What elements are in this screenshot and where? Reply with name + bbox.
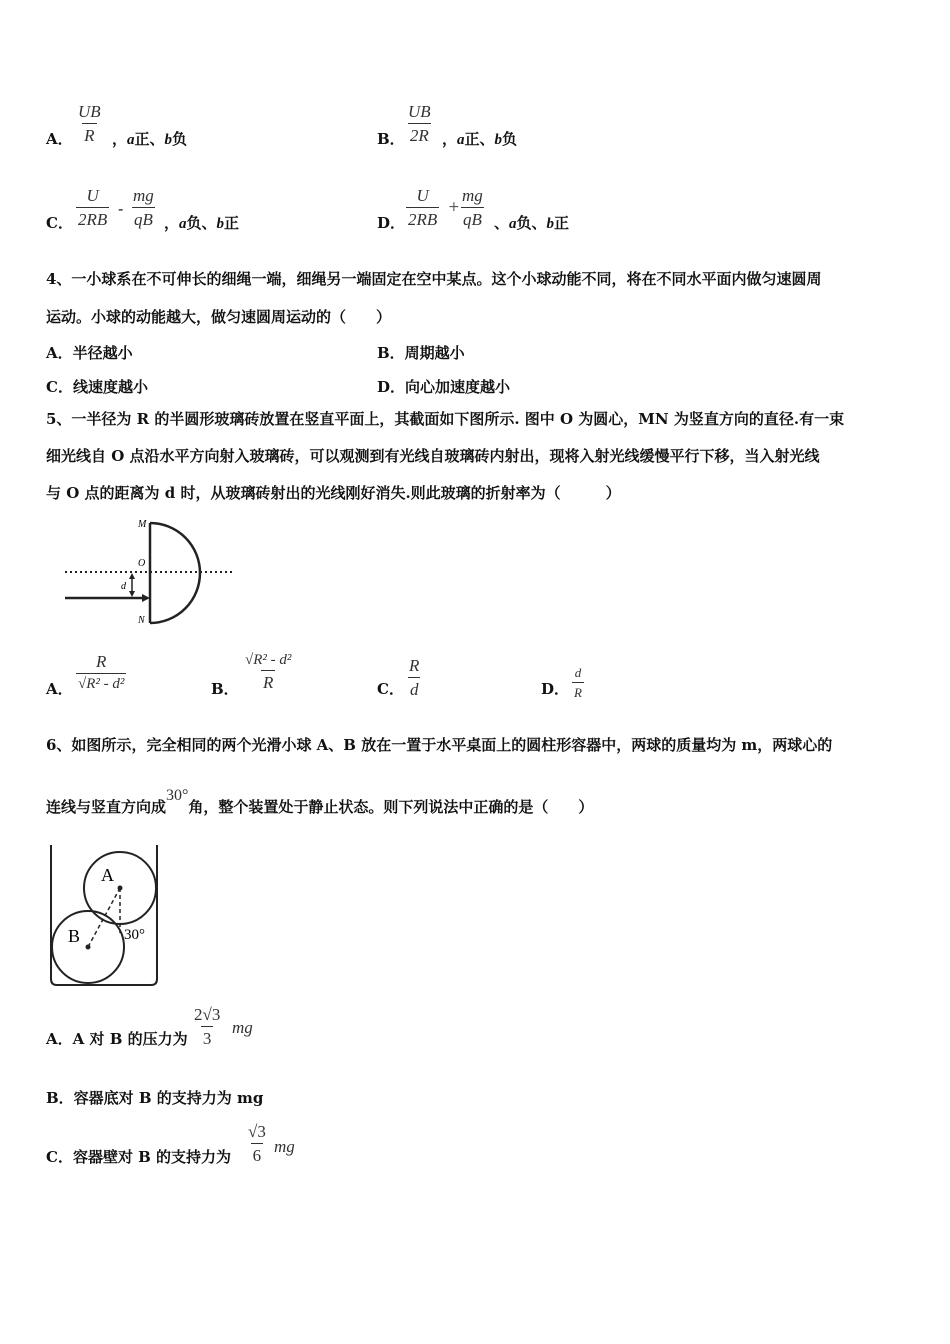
q6-option-a-numerator: 2√3 (194, 1005, 221, 1024)
q5-option-c-fraction (407, 656, 421, 700)
q3-option-d-fraction-2 (460, 186, 485, 230)
q5-option-a-fraction (76, 652, 126, 693)
q3-option-c-denominator-2: qB (132, 207, 155, 230)
q4-option-a: A．半径越小 (46, 344, 133, 362)
q3-option-c-operator: - (118, 199, 124, 218)
q3-option-a-var-b: b (164, 132, 173, 148)
q3-option-d-denominator-2: qB (461, 207, 484, 230)
q6-option-a-denominator: 3 (201, 1026, 214, 1049)
q3-option-b-label: B． (377, 130, 405, 148)
q3-option-d-label: D． (377, 214, 406, 232)
q6-stem-angle: 30° (166, 787, 189, 804)
q3-option-a-numerator: UB (78, 102, 101, 121)
q3-option-c-fraction-1 (76, 186, 109, 230)
q6-option-a-unit: mg (232, 1018, 253, 1037)
q3-option-c-denominator-1: 2RB (76, 207, 109, 230)
q5-label-n: N (138, 615, 145, 626)
q5-option-b-denominator: R (261, 670, 275, 693)
q3-option-b-denominator: 2R (408, 123, 431, 146)
q4-option-b: B．周期越小 (377, 344, 465, 362)
q5-option-d-denominator: R (572, 682, 584, 701)
q3-option-c-sign-a: 负、 (186, 214, 217, 232)
q5-option-a-label: A． (46, 680, 73, 698)
q3-option-b-var-a: a (457, 132, 465, 148)
q6-option-c-unit: mg (274, 1137, 295, 1156)
q5-option-c-denominator: d (408, 677, 421, 700)
q3-option-b-sign-a: 正、 (464, 130, 495, 148)
q6-container-figure (48, 843, 164, 989)
q3-option-d-sign-a: 负、 (516, 214, 547, 232)
q5-stem-line-1: 5、一半径为 R 的半圆形玻璃砖放置在竖直平面上，其截面如下图所示. 图中 O 为圆心，MN 为竖直方向的直径.有一束 (46, 410, 845, 428)
q5-label-d: d (121, 581, 126, 592)
q6-stem-line-1: 6、如图所示，完全相同的两个光滑小球 A、B 放在一置于水平桌面上的圆柱形容器中，两球的质量均为 m，两球心的 (46, 736, 833, 754)
q6-label-b: B (68, 926, 81, 946)
q3-option-d-operator: + (448, 199, 460, 215)
q4-stem-line-2: 运动。小球的动能越大，做匀速圆周运动的（ ） (46, 308, 392, 326)
q3-option-c-label: C． (46, 214, 73, 232)
q3-option-c-var-a: a (179, 216, 187, 232)
q3-option-a-var-a: a (127, 132, 135, 148)
q5-option-a-denominator: √R² - d² (76, 673, 126, 693)
q3-option-d-numerator-2: mg (462, 186, 483, 205)
q3-option-a-sign-a: 正、 (134, 130, 165, 148)
q5-label-o: O (138, 558, 146, 569)
q6-stem-line-2-post: 角，整个装置处于静止状态。则下列说法中正确的是（ ） (188, 798, 594, 816)
q5-stem-line-2: 细光线自 O 点沿水平方向射入玻璃砖，可以观测到有光线自玻璃砖内射出，现将入射光线缓慢平行下移，当入射光线 (46, 447, 820, 465)
q3-option-d-sign-b: 正 (554, 214, 570, 232)
q6-stem-line-2 (46, 788, 593, 827)
q3-option-a-sign-b: 负 (172, 130, 188, 148)
q6-option-a-text: A．A 对 B 的压力为 (46, 1030, 188, 1048)
q5-semicircle-arc (150, 523, 200, 623)
q3-option-b-fraction (406, 102, 433, 146)
q5-label-m: M (138, 519, 147, 530)
q5-option-d-label: D． (541, 680, 570, 698)
q3-option-a-fraction (76, 102, 103, 146)
q3-option-c-sign-b: 正 (224, 214, 240, 232)
q3-option-c-var-b: b (216, 216, 225, 232)
q3-option-a-denominator: R (82, 123, 96, 146)
q5-option-d-numerator: d (574, 665, 582, 680)
q6-stem-line-2-pre: 连线与竖直方向成 (46, 798, 167, 816)
q6-angle-label: 30° (124, 927, 145, 943)
q3-option-b-numerator: UB (408, 102, 431, 121)
q5-option-c-numerator: R (409, 656, 420, 675)
q5-option-d-fraction (572, 665, 584, 701)
q5-glass-figure (60, 515, 240, 630)
q6-option-c-denominator: 6 (251, 1143, 264, 1166)
q3-option-d-var-b: b (546, 216, 555, 232)
q3-option-d-var-a: a (509, 216, 517, 232)
q3-option-d-numerator-1: U (416, 186, 429, 205)
q5-option-b-fraction (243, 652, 293, 693)
q6-option-b: B．容器底对 B 的支持力为 mg (46, 1089, 264, 1107)
q5-option-a-numerator: R (96, 652, 107, 671)
q6-center-line (88, 888, 120, 947)
q3-option-d-denominator-1: 2RB (406, 207, 439, 230)
q6-label-a: A (101, 865, 114, 885)
q3-option-c-numerator-2: mg (133, 186, 154, 205)
q4-option-d: D．向心加速度越小 (377, 378, 511, 396)
q5-stem-line-3: 与 O 点的距离为 d 时，从玻璃砖射出的光线刚好消失.则此玻璃的折射率为（ ） (46, 484, 621, 502)
q5-option-b-numerator: √R² - d² (245, 652, 292, 668)
q6-option-c-numerator: √3 (248, 1122, 266, 1141)
q3-option-b-sign-b: 负 (502, 130, 518, 148)
q6-option-a-fraction (192, 1005, 222, 1049)
q6-option-c-text: C．容器壁对 B 的支持力为 (46, 1148, 232, 1166)
q3-option-d-fraction-1 (406, 186, 439, 230)
q3-option-b-var-b: b (494, 132, 503, 148)
q5-option-c-label: C． (377, 680, 404, 698)
q4-option-c: C．线速度越小 (46, 378, 148, 396)
q3-option-c-numerator-1: U (86, 186, 99, 205)
q6-option-c-fraction (246, 1122, 268, 1166)
q5-option-b-label: B． (211, 680, 239, 698)
q3-option-c-fraction-2 (131, 186, 156, 230)
q3-option-a-label: A． (46, 130, 73, 148)
q4-stem-line-1: 4、一小球系在不可伸长的细绳一端，细绳另一端固定在空中某点。这个小球动能不同，将在不同水平面内做匀速圆周 (46, 270, 822, 288)
